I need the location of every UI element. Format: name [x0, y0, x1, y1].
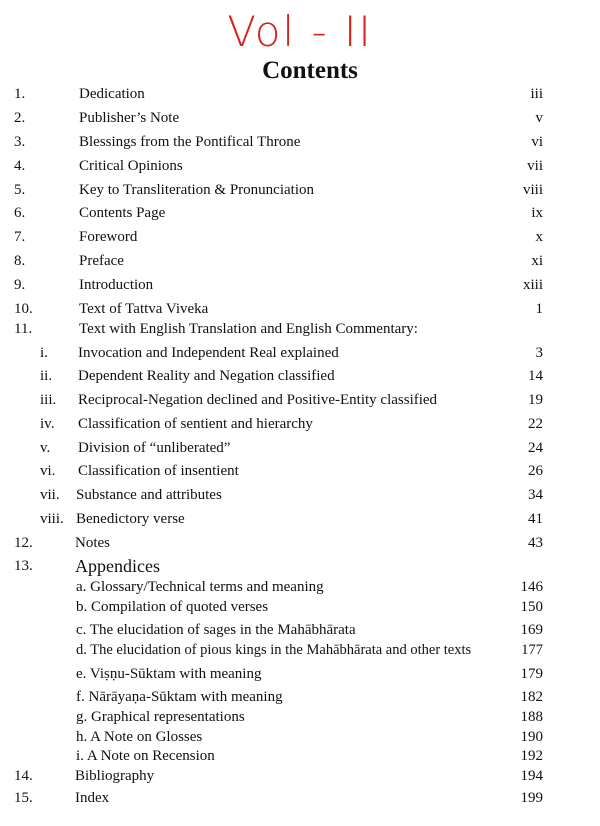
entry-number: 8.	[14, 253, 26, 269]
entry-number: 10.	[14, 301, 33, 317]
entry-title: Bibliography	[75, 768, 155, 784]
entry-page: 169	[520, 622, 543, 638]
entry-title: e. Viṣṇu-Sūktam with meaning	[76, 666, 262, 682]
entry-title: a. Glossary/Technical terms and meaning	[76, 579, 324, 595]
entry-title: Substance and attributes	[76, 487, 222, 503]
entry-number: 6.	[14, 205, 26, 221]
entry-page: 22	[528, 416, 543, 432]
entry-number: 9.	[14, 277, 26, 293]
toc-entry	[0, 83, 600, 105]
entry-title: Classification of sentient and hierarchy	[78, 416, 313, 432]
toc-subentry	[0, 389, 600, 411]
entry-title: i. A Note on Recension	[76, 748, 215, 764]
entry-title: Invocation and Independent Real explained	[78, 345, 339, 361]
entry-page: 26	[528, 463, 543, 479]
toc-appendix-item	[0, 619, 600, 641]
entry-title: Index	[75, 790, 110, 806]
entry-number: viii.	[40, 511, 64, 527]
page-title: Contents	[262, 57, 358, 84]
toc-appendix-item	[0, 745, 600, 767]
volume-heading: Vol - II	[227, 7, 373, 56]
toc-appendix-item	[0, 706, 600, 728]
entry-page: x	[535, 229, 543, 245]
entry-page: 177	[521, 642, 543, 658]
toc-entry	[0, 318, 600, 340]
toc-subentry	[0, 413, 600, 435]
entry-number: 12.	[14, 535, 33, 551]
entry-page: vi	[531, 134, 543, 150]
entry-number: vi.	[40, 463, 56, 479]
entry-number: 3.	[14, 134, 26, 150]
toc-entry	[0, 250, 600, 272]
entry-number: 7.	[14, 229, 26, 245]
entry-page: 188	[520, 709, 543, 725]
entry-page: 1	[535, 301, 543, 317]
entry-title: f. Nārāyaṇa-Sūktam with meaning	[76, 689, 283, 705]
toc-appendix-item	[0, 639, 600, 661]
entry-page: 182	[520, 689, 543, 705]
entry-title: Foreword	[79, 229, 138, 245]
entry-number: i.	[40, 345, 48, 361]
toc-entry	[0, 787, 600, 809]
entry-number: 2.	[14, 110, 26, 126]
entry-page: iii	[530, 86, 543, 102]
entry-page: 43	[528, 535, 543, 551]
entry-title: d. The elucidation of pious kings in the Mahābhārata and other texts	[76, 642, 472, 658]
entry-page: 3	[535, 345, 543, 361]
toc-entry	[0, 555, 600, 577]
entry-page: 194	[520, 768, 543, 784]
entry-number: 4.	[14, 158, 26, 174]
entry-number: v.	[40, 440, 51, 456]
entry-number: ii.	[40, 368, 53, 384]
entry-title: Key to Transliteration & Pronunciation	[79, 182, 314, 198]
entry-title: h. A Note on Glosses	[76, 729, 203, 745]
entry-title: Reciprocal-Negation declined and Positive-Entity classified	[78, 392, 438, 408]
entry-number: 14.	[14, 768, 33, 784]
entry-page: xiii	[522, 277, 543, 293]
toc-subentry	[0, 460, 600, 482]
toc-subentry	[0, 437, 600, 459]
toc-appendix-item	[0, 663, 600, 685]
entry-number: 5.	[14, 182, 26, 198]
entry-page: 150	[520, 599, 543, 615]
toc-entry	[0, 274, 600, 296]
entry-number: iv.	[40, 416, 55, 432]
entry-number: iii.	[40, 392, 57, 408]
entry-title: Dedication	[79, 86, 145, 102]
entry-title: Introduction	[79, 277, 154, 293]
toc-subentry	[0, 365, 600, 387]
entry-number: 15.	[14, 790, 33, 806]
entry-title: Dependent Reality and Negation classified	[78, 368, 335, 384]
entry-title: Preface	[79, 253, 124, 269]
entry-title: Notes	[75, 535, 110, 551]
entry-title: Text with English Translation and English Commentary:	[79, 321, 418, 337]
entry-page: xi	[531, 253, 543, 269]
toc-entry	[0, 107, 600, 129]
entry-title: Appendices	[75, 556, 160, 576]
entry-page: v	[535, 110, 543, 126]
toc-subentry	[0, 342, 600, 364]
entry-page: 34	[528, 487, 543, 503]
entry-title: Text of Tattva Viveka	[79, 301, 209, 317]
entry-page: 19	[528, 392, 543, 408]
entry-title: Blessings from the Pontifical Throne	[79, 134, 301, 150]
entry-number: 11.	[14, 321, 33, 337]
toc-entry	[0, 202, 600, 224]
entry-title: c. The elucidation of sages in the Mahābhārata	[76, 622, 356, 638]
entry-number: vii.	[40, 487, 60, 503]
toc-entry	[0, 765, 600, 787]
entry-page: 199	[520, 790, 543, 806]
entry-page: 41	[528, 511, 543, 527]
entry-title: b. Compilation of quoted verses	[76, 599, 269, 615]
toc-entry	[0, 155, 600, 177]
toc-appendix-item	[0, 576, 600, 598]
entry-page: ix	[531, 205, 543, 221]
entry-page: vii	[527, 158, 543, 174]
entry-page: 24	[528, 440, 543, 456]
entry-title: Division of “unliberated”	[78, 440, 231, 456]
toc-subentry	[0, 484, 600, 506]
entry-page: 190	[520, 729, 543, 745]
entry-number: 1.	[14, 86, 26, 102]
entry-title: Publisher’s Note	[79, 110, 180, 126]
toc-entry	[0, 179, 600, 201]
entry-page: 14	[528, 368, 543, 384]
entry-title: Benedictory verse	[76, 511, 185, 527]
entry-page: viii	[522, 182, 543, 198]
toc-subentry	[0, 508, 600, 530]
toc-appendix-item	[0, 596, 600, 618]
toc-appendix-item	[0, 686, 600, 708]
entry-title: Classification of insentient	[78, 463, 239, 479]
toc-entry	[0, 298, 600, 320]
entry-title: Critical Opinions	[79, 158, 183, 174]
entry-page: 192	[520, 748, 543, 764]
entry-page: 179	[520, 666, 543, 682]
entry-title: Contents Page	[79, 205, 166, 221]
entry-page: 146	[520, 579, 543, 595]
entry-title: g. Graphical representations	[76, 709, 245, 725]
entry-number: 13.	[14, 558, 33, 574]
toc-entry	[0, 226, 600, 248]
toc-entry	[0, 131, 600, 153]
toc-entry	[0, 532, 600, 554]
